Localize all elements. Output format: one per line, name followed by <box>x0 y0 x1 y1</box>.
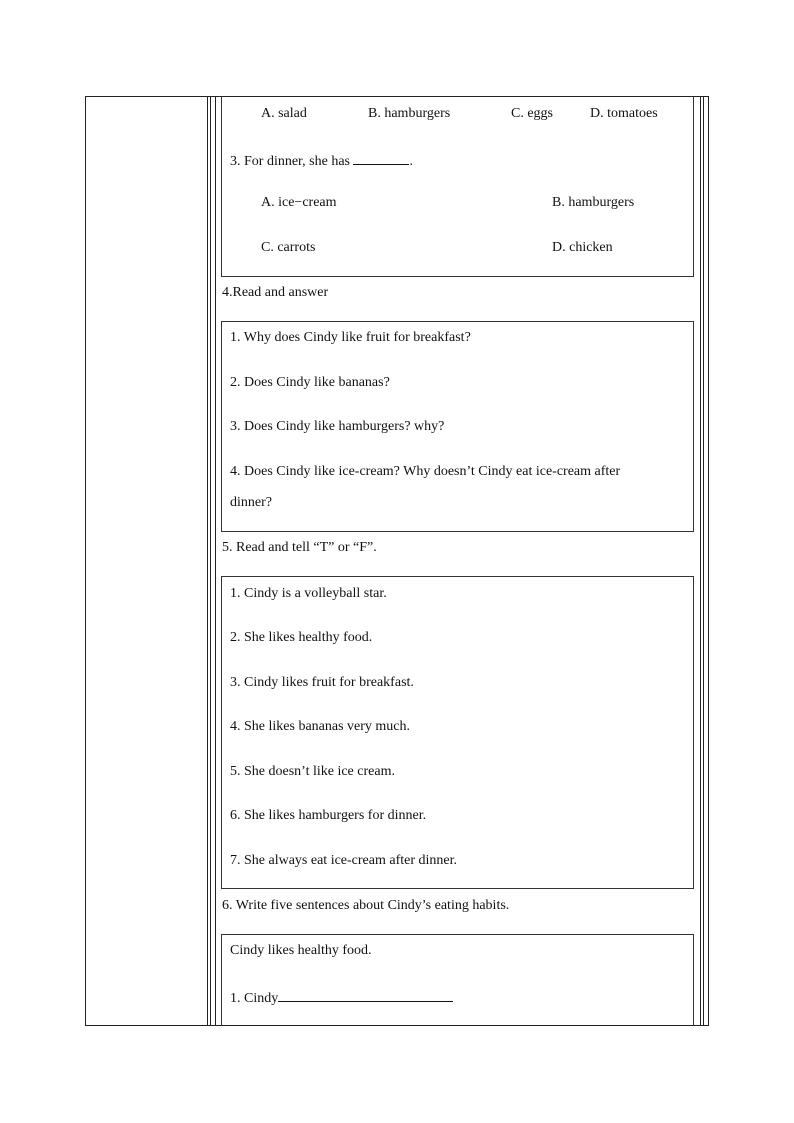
read-answer-question: 2. Does Cindy like bananas? <box>230 375 390 390</box>
q3-option-d: D. chicken <box>552 240 613 255</box>
table-divider-2 <box>210 96 211 1026</box>
true-false-statement: 5. She doesn’t like ice cream. <box>230 764 395 779</box>
q2-option-a: A. salad <box>261 106 307 121</box>
writing-item-1 <box>230 988 453 1007</box>
section-4-heading: 4.Read and answer <box>222 285 329 300</box>
table-divider-3 <box>215 96 216 1026</box>
table-divider-1 <box>207 96 208 1026</box>
q3-option-a: A. ice−cream <box>261 195 337 210</box>
section-6-heading: 6. Write five sentences about Cindy’s eating habits. <box>222 898 510 913</box>
read-answer-question: 4. Does Cindy like ice-cream? Why doesn’t Cindy eat ice-cream after <box>230 464 621 479</box>
q3-prompt-text: 3. For dinner, she has <box>230 154 350 169</box>
q2-option-b: B. hamburgers <box>368 106 451 121</box>
true-false-statement: 6. She likes hamburgers for dinner. <box>230 808 427 823</box>
read-answer-question: 3. Does Cindy like hamburgers? why? <box>230 419 445 434</box>
q3-option-c: C. carrots <box>261 240 316 255</box>
true-false-statement: 4. She likes bananas very much. <box>230 719 411 734</box>
section-5-heading: 5. Read and tell “T” or “F”. <box>222 540 377 555</box>
writing-item-1-blank[interactable] <box>278 988 453 1002</box>
writing-item-1-prefix: 1. Cindy <box>230 991 279 1006</box>
table-border-right-1 <box>700 96 701 1026</box>
q3-prompt <box>230 151 413 170</box>
table-border-right-2 <box>703 96 704 1026</box>
q3-prompt-period: . <box>409 154 413 169</box>
true-false-statement: 1. Cindy is a volleyball star. <box>230 586 387 601</box>
q3-answer-blank[interactable] <box>353 151 409 165</box>
read-answer-question-continued: dinner? <box>230 495 272 510</box>
table-border-right-3 <box>708 96 709 1026</box>
q2-option-d: D. tomatoes <box>590 106 658 121</box>
table-border-left <box>85 96 86 1026</box>
true-false-statement: 3. Cindy likes fruit for breakfast. <box>230 675 414 690</box>
q2-option-c: C. eggs <box>511 106 553 121</box>
true-false-statement: 7. She always eat ice-cream after dinner. <box>230 853 458 868</box>
true-false-statement: 2. She likes healthy food. <box>230 630 373 645</box>
q3-option-b: B. hamburgers <box>552 195 635 210</box>
writing-example: Cindy likes healthy food. <box>230 943 372 958</box>
read-answer-question: 1. Why does Cindy like fruit for breakfast? <box>230 330 471 345</box>
